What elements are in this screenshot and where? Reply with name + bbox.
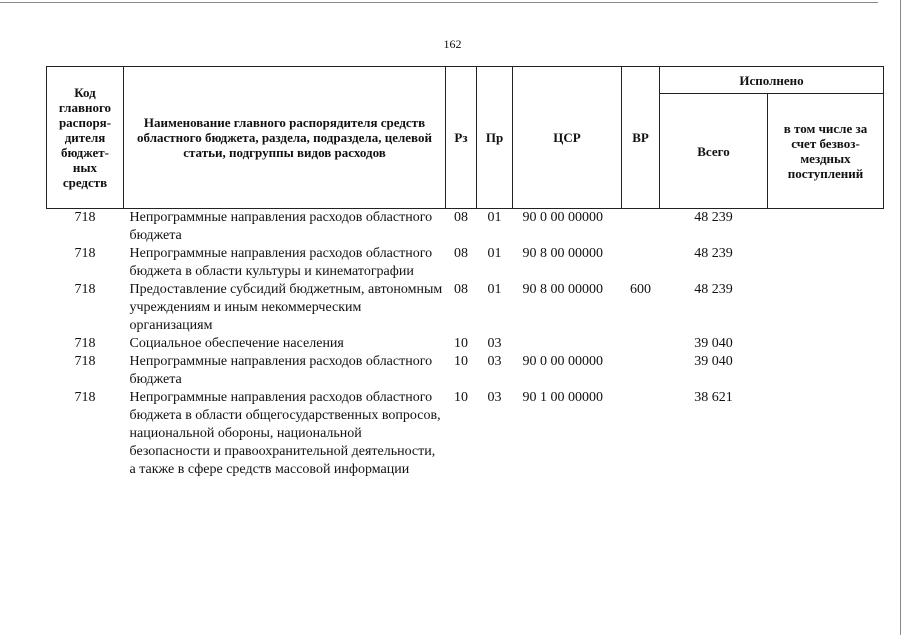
cell-vr <box>622 389 660 479</box>
header-executed: Исполнено <box>660 67 884 94</box>
table-row <box>47 353 884 389</box>
cell-name: Непрограммные направления расходов областного бюджета в области культуры и кинематографии <box>129 246 433 279</box>
cell-vr <box>622 245 660 281</box>
cell-free-receipts <box>768 389 884 479</box>
cell-vr: 600 <box>630 282 651 297</box>
cell-vr <box>622 335 660 353</box>
cell-pr: 03 <box>487 354 502 369</box>
cell-csr: 90 0 00 00000 <box>522 354 603 369</box>
cell-pr: 03 <box>487 390 502 405</box>
cell-free-receipts <box>768 335 884 353</box>
cell-total: 48 239 <box>694 210 733 225</box>
header-code: Код главного распоря-дителя бюджет-ных средств <box>47 67 124 209</box>
cell-vr <box>622 209 660 246</box>
header-name: Наименование главного распорядителя средств областного бюджета, раздела, подраздела, целевой статьи, подгруппы видов расходов <box>124 67 446 209</box>
table-row <box>47 335 884 353</box>
cell-code: 718 <box>74 390 96 405</box>
cell-name: Предоставление субсидий бюджетным, автономным учреждениям и иным некоммерческим организациям <box>129 282 443 333</box>
cell-code: 718 <box>74 354 96 369</box>
cell-rz: 08 <box>454 246 468 261</box>
cell-name: Непрограммные направления расходов областного бюджета в области общегосударственных вопросов, национальной обороны, национальной безопасности и правоохранительной деятельности, а также в сфере средств массовой информации <box>129 390 441 477</box>
header-vr: ВР <box>622 67 660 209</box>
table-row <box>47 389 884 479</box>
cell-total: 39 040 <box>694 354 733 369</box>
table-row <box>47 209 884 246</box>
cell-total: 39 040 <box>694 336 733 351</box>
cell-name: Социальное обеспечение населения <box>129 336 344 351</box>
cell-free-receipts <box>768 353 884 389</box>
table-row <box>47 245 884 281</box>
cell-pr: 01 <box>487 282 502 297</box>
table-header <box>47 67 884 209</box>
budget-table <box>46 66 884 479</box>
cell-total: 48 239 <box>694 246 733 261</box>
cell-rz: 10 <box>454 336 468 351</box>
cell-total: 48 239 <box>694 282 733 297</box>
cell-csr: 90 8 00 00000 <box>522 246 603 261</box>
header-rz: Рз <box>446 67 477 209</box>
cell-free-receipts <box>768 281 884 335</box>
cell-total: 38 621 <box>694 390 733 405</box>
cell-csr: 90 1 00 00000 <box>522 390 603 405</box>
cell-rz: 08 <box>454 282 468 297</box>
header-total: Всего <box>660 94 768 209</box>
header-free-receipts: в том числе за счет безвоз-мездных поступлений <box>768 94 884 209</box>
cell-code: 718 <box>74 336 96 351</box>
table-row <box>47 281 884 335</box>
cell-csr <box>513 335 622 353</box>
cell-rz: 10 <box>454 354 468 369</box>
cell-free-receipts <box>768 245 884 281</box>
cell-free-receipts <box>768 209 884 246</box>
cell-rz: 10 <box>454 390 468 405</box>
cell-rz: 08 <box>454 210 468 225</box>
scan-edge-top <box>0 2 878 3</box>
cell-code: 718 <box>74 210 96 225</box>
table-body <box>47 209 884 480</box>
cell-pr: 01 <box>487 210 502 225</box>
cell-csr: 90 0 00 00000 <box>522 210 603 225</box>
cell-name: Непрограммные направления расходов областного бюджета <box>129 210 433 243</box>
header-pr: Пр <box>477 67 513 209</box>
cell-vr <box>622 353 660 389</box>
cell-code: 718 <box>74 246 96 261</box>
header-csr: ЦСР <box>513 67 622 209</box>
cell-code: 718 <box>74 282 96 297</box>
scan-edge-right <box>900 0 901 635</box>
cell-pr: 03 <box>487 336 502 351</box>
cell-pr: 01 <box>487 246 502 261</box>
page-number: 162 <box>443 37 462 51</box>
cell-csr: 90 8 00 00000 <box>522 282 603 297</box>
cell-name: Непрограммные направления расходов областного бюджета <box>129 354 433 387</box>
